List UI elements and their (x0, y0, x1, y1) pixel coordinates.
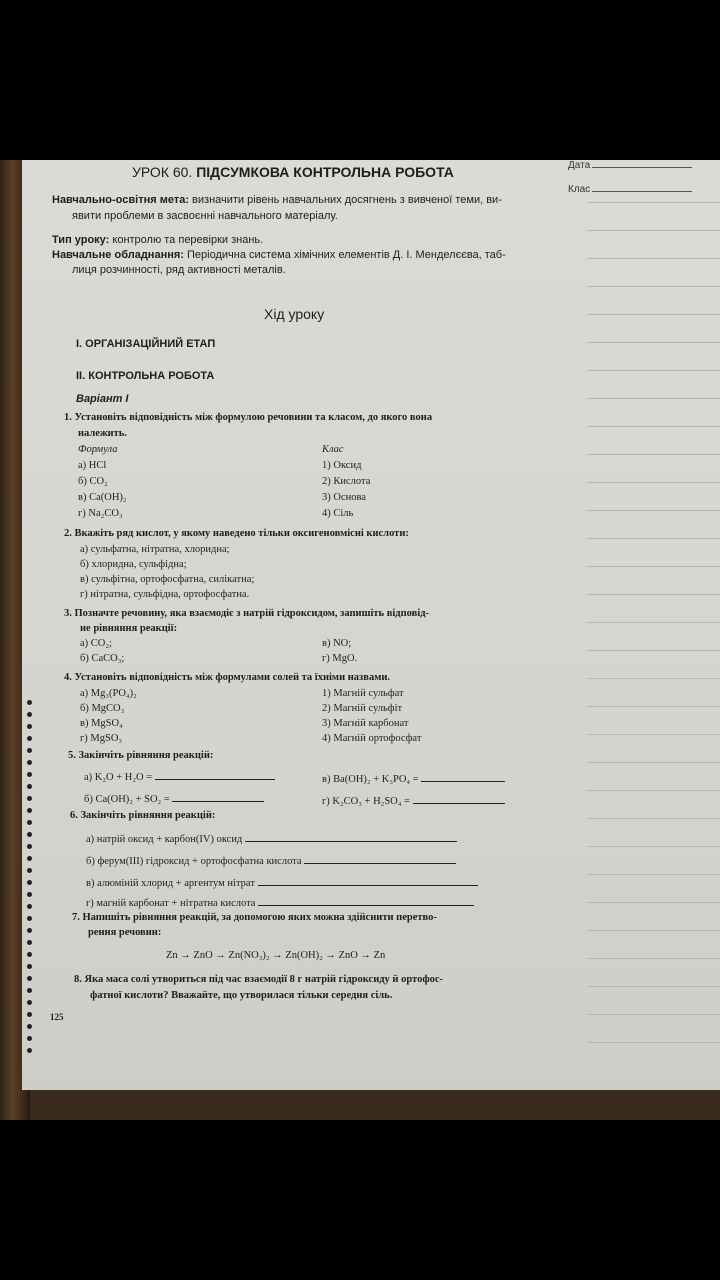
course-heading: Хід уроку (264, 306, 325, 322)
q3-option: б) CaCO₃; (80, 653, 125, 664)
q4-formula: а) Mg₃(PO₄)₂ (80, 688, 137, 699)
q1-class: 1) Оксид (322, 460, 362, 471)
equipment-line-2: лиця розчинності, ряд активності металів. (72, 264, 286, 276)
variant-label: Варіант І (76, 393, 129, 405)
q2-text: 2. Вкажіть ряд кислот, у якому наведено тільки оксигеновмісні кислоти: (64, 528, 409, 539)
q7-chain: Zn → ZnO → Zn(NO₃)₂ → Zn(OH)₂ → ZnO → Zn (166, 950, 386, 961)
q7-text-2: рення речовин: (88, 927, 162, 938)
q8-text-2: фатної кислоти? Вважайте, що утворилася тільки середня сіль. (90, 990, 393, 1001)
q1-text-2: належить. (78, 428, 127, 439)
q8-text-1: 8. Яка маса солі утвориться під час взаємодії 8 г натрій гідроксиду й ортофос- (74, 974, 443, 985)
margin-ruled-lines (587, 160, 720, 1090)
q1-text-1: 1. Установіть відповідність між формулою речовини та класом, до якого вона (64, 412, 433, 423)
q1-class: 3) Основа (322, 492, 366, 503)
q2-option: г) нітратна, сульфідна, ортофосфатна. (80, 589, 250, 600)
q2-option: в) сульфітна, ортофосфатна, силікатна; (80, 574, 255, 585)
q3-option: г) MgO. (322, 653, 358, 664)
section-2-heading: ІІ. КОНТРОЛЬНА РОБОТА (76, 370, 215, 382)
q6-item[interactable]: г) магній карбонат + нітратна кислота (86, 896, 474, 909)
q4-name: 1) Магній сульфат (322, 688, 404, 699)
q1-formula: в) Ca(OH)₂ (78, 492, 127, 503)
q5-text: 5. Закінчіть рівняння реакцій: (68, 750, 214, 761)
q7-text-1: 7. Напишіть рівняння реакцій, за допомогою яких можна здійснити перетво- (72, 912, 437, 923)
page-title: УРОК 60. ПІДСУМКОВА КОНТРОЛЬНА РОБОТА (132, 164, 454, 180)
q1-formula: г) Na₂CO₃ (78, 508, 123, 519)
lesson-type: Тип уроку: контролю та перевірки знань. (52, 234, 264, 246)
q4-name: 2) Магній сульфіт (322, 703, 403, 714)
q1-class: 2) Кислота (322, 476, 371, 487)
page-photo (0, 160, 720, 1120)
q4-name: 3) Магній карбонат (322, 718, 409, 729)
binding-holes (26, 700, 34, 1060)
goal-line-1: Навчально-освітня мета: визначити рівень навчальних досягнень з вивченої теми, ви- (52, 194, 502, 206)
q6-text: 6. Закінчіть рівняння реакцій: (70, 810, 216, 821)
q3-text-2: не рівняння реакції: (80, 623, 178, 634)
q5-equation[interactable]: г) K₂CO₃ + H₂SO₄ = (322, 794, 505, 807)
section-1-heading: І. ОРГАНІЗАЦІЙНИЙ ЕТАП (76, 338, 216, 350)
answer-blank[interactable] (413, 794, 505, 804)
q1-class-header: Клас (322, 444, 344, 455)
q2-option: б) хлоридна, сульфідна; (80, 559, 187, 570)
date-field[interactable] (568, 160, 692, 171)
answer-blank[interactable] (172, 792, 264, 802)
q4-text: 4. Установіть відповідність між формулами солей та їхніми назвами. (64, 672, 391, 683)
q3-option: а) CO₂; (80, 638, 112, 649)
q1-formula-header: Формула (78, 444, 118, 455)
q5-equation[interactable]: б) Ca(OH)₂ + SO₂ = (84, 792, 264, 805)
answer-blank[interactable] (421, 772, 505, 782)
goal-line-2: явити проблеми в засвоєнні навчального матеріалу. (72, 210, 338, 222)
answer-blank[interactable] (258, 896, 474, 906)
q3-option: в) NO; (322, 638, 352, 649)
q2-option: а) сульфатна, нітратна, хлоридна; (80, 544, 230, 555)
q1-formula: б) CO₂ (78, 476, 108, 487)
answer-blank[interactable] (304, 854, 456, 864)
answer-blank[interactable] (155, 770, 275, 780)
q1-formula: а) HCl (78, 460, 107, 471)
q5-equation[interactable]: а) K₂O + H₂O = (84, 770, 275, 783)
page-number: 125 (50, 1012, 64, 1022)
q4-formula: б) MgCO₃ (80, 703, 125, 714)
q4-name: 4) Магній ортофосфат (322, 733, 422, 744)
answer-blank[interactable] (245, 832, 457, 842)
class-label: Клас (568, 184, 591, 195)
q5-equation[interactable]: в) Ba(OH)₂ + K₃PO₄ = (322, 772, 505, 785)
q6-item[interactable]: в) алюміній хлорид + аргентум нітрат (86, 876, 478, 889)
q3-text-1: 3. Позначте речовину, яка взаємодіє з натрій гідроксидом, запишіть відповід- (64, 608, 430, 619)
q4-formula: в) MgSO₄ (80, 718, 123, 729)
answer-blank[interactable] (258, 876, 478, 886)
q4-formula: г) MgSO₃ (80, 733, 123, 744)
q6-item[interactable]: б) ферум(ІІІ) гідроксид + ортофосфатна кислота (86, 854, 456, 867)
q6-item[interactable]: а) натрій оксид + карбон(IV) оксид (86, 832, 457, 845)
class-field[interactable] (568, 184, 692, 195)
equipment-line-1: Навчальне обладнання: Періодична система хімічних елементів Д. І. Менделєєва, таб- (52, 249, 506, 261)
date-label: Дата (568, 160, 591, 171)
q1-class: 4) Сіль (322, 508, 354, 519)
